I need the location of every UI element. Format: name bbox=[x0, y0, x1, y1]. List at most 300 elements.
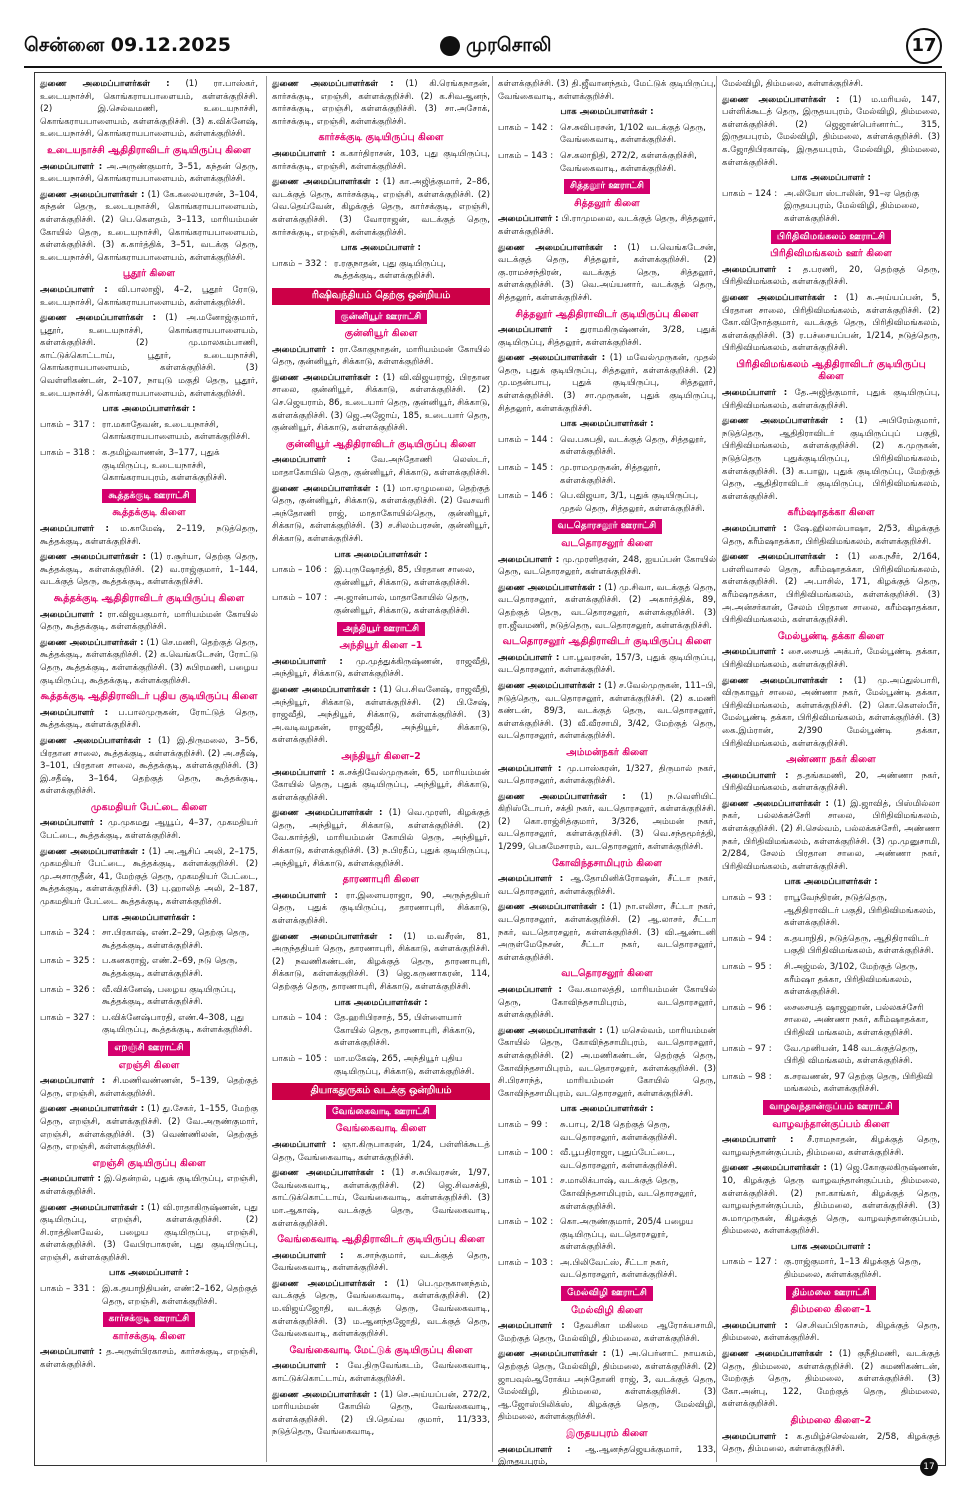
booth-number: பாகம் – 142 : bbox=[498, 122, 554, 133]
member-entry bbox=[272, 767, 490, 805]
member-entry bbox=[272, 890, 490, 928]
booth-agent: இ.புருஷோத்தி, 85, பிரதான சாலை, குன்னியூர், சிக்காடு, கள்ளக்குறிச்சி. bbox=[334, 565, 475, 588]
booth-entry bbox=[40, 984, 258, 1009]
booth-agent: க.தமிழ்வாணன், 3–177, புதுக் குடியிருப்பு, உடையநாச்சி, கொங்கராயபுரம், கள்ளக்குறிச்சி. bbox=[102, 448, 227, 484]
booth-entry bbox=[722, 1071, 940, 1096]
member-entry bbox=[272, 656, 490, 681]
booth-number: பாகம் – 145 : bbox=[498, 463, 554, 474]
booth-agent: ப.கனகராஜ், எண்.2–69, நடு தெரு, கூத்தக்குடி, கள்ளக்குறிச்சி. bbox=[102, 956, 238, 979]
booth-agent: சி.அஜ்மல், 3/102, மேற்குத் தெரு, கரீம்ஷா தக்கா, பிரிதிவிமங்கலம், கள்ளக்குறிச்சி. bbox=[784, 962, 918, 998]
role-label: துணை அமைப்பாளர்கள் : bbox=[722, 292, 838, 303]
role-label: துணை அமைப்பாளர்கள் : bbox=[498, 902, 605, 913]
member-details: இ.தென்றல், புதுக் குடியிருப்பு, எறஞ்சி, கள்ளக்குறிச்சி. bbox=[40, 1174, 258, 1197]
member-entry bbox=[272, 78, 490, 128]
member-details: தே.அஜித்குமார், புதுக் குடியிருப்பு, பிரிதிவிமங்கலம், கள்ளக்குறிச்சி. bbox=[722, 388, 940, 411]
member-details: சி.மணிவண்ணன், 5–139, தெற்குத் தெரு, எறஞ்சி, கள்ளக்குறிச்சி. bbox=[40, 1076, 258, 1099]
member-details: (1) பெ.சிவனேஷ், ராஜவீதி, அந்தியூர், சிக்காடு, கள்ளக்குறிச்சி. (2) பி.சேஷ், ராஜவீதி, அந்தியூர், சிக்காடு, கள்ளக்குறிச்சி. (3) அ.வடிவழகன், ராஜவீதி, அந்தியூர், சிக்காடு, கள்ளக்குறிச்சி. bbox=[272, 684, 490, 746]
role-label: துணை அமைப்பாளர்கள் : bbox=[272, 372, 379, 383]
role-label: துணை அமைப்பாளர்கள் : bbox=[722, 1163, 827, 1174]
role-label: துணை அமைப்பாளர்கள் : bbox=[40, 735, 152, 746]
member-details: மு.முகமது ஆயூப், 4–37, முகமதியர் பேட்டை, கூத்தக்குடி, கள்ளக்குறிச்சி. bbox=[40, 818, 258, 842]
column-2 bbox=[272, 78, 490, 1462]
member-entry bbox=[498, 352, 716, 415]
role-label: அமைப்பாளர் : bbox=[498, 214, 559, 225]
role-label: துணை அமைப்பாளர்கள் : bbox=[722, 798, 829, 809]
member-details: (1) ம.மரியல், 147, பள்ளிக்கூடத் தெரு, இருதயபுரம், மேல்விழி, திம்மலை, கள்ளக்குறிச்சி. (2) ஜெஜான்பெர்னார்ட், 315, இருதயபுரம், மேல்விழி, திம்மலை, கள்ளக்குறிச்சி. (3) க.ஜோதிபிரகாஷ், இருதயபுரம், மேல்விழி, திம்மலை, கள்ளக்குறிச்சி. bbox=[722, 94, 940, 168]
booth-agent: ர.ரகுநாதன், புது குடியிருப்பு, கூத்தக்குடி, கள்ளக்குறிச்சி. bbox=[334, 258, 446, 282]
booth-entry bbox=[272, 258, 490, 283]
role-label: துணை அமைப்பாளர்கள் : bbox=[498, 242, 617, 253]
member-entry bbox=[498, 873, 716, 898]
role-label: துணை அமைப்பாளர்கள் : bbox=[722, 1349, 833, 1360]
role-label: அமைப்பாளர் : bbox=[272, 148, 336, 159]
member-details: க.சாந்குமார், வடக்குத் தெரு, வேங்கைவாடி, கள்ளக்குறிச்சி. bbox=[272, 1250, 490, 1274]
booth-number: பாகம் – 127 : bbox=[722, 1257, 778, 1268]
booth-entry bbox=[498, 122, 716, 147]
member-details: செ.சிவப்பிரகாசம், கிழக்குத் தெரு, திம்மலை, கள்ளக்குறிச்சி. bbox=[722, 1320, 940, 1344]
member-details: வே.கமாலத்தி, மாரியம்மன் கோயில் தெரு, கோவிந்தசாமிபுரம், வடதொரசலூர், கள்ளக்குறிச்சி. bbox=[498, 985, 716, 1021]
role-label: அமைப்பாளர் : bbox=[272, 1139, 336, 1150]
booth-entry bbox=[40, 1012, 258, 1037]
branch-heading: சித்தலூர் கிளை bbox=[574, 197, 640, 209]
role-label: துணை அமைப்பாளர்கள் : bbox=[722, 552, 839, 563]
member-details: (1) இ.திருமலை, 3–56, பிரதான சாலை, கூத்தக்குடி, கள்ளக்குறிச்சி. (2) அ.சதீஷ், 3–101, பிரதான சாலை, கூத்தக்குடி, கள்ளக்குறிச்சி. (3) இ.சதீஷ், 3–164, தெற்குத் தெரு, கூத்தக்குடி, கள்ளக்குறிச்சி. bbox=[40, 735, 258, 797]
role-label: அமைப்பாளர் : bbox=[40, 1174, 101, 1185]
member-entry bbox=[272, 454, 490, 479]
booth-agent: வே.முனியன், 148 வடக்குத்தெரு, பிரிதி விமங்கலம், கள்ளக்குறிச்சி. bbox=[784, 1043, 918, 1067]
member-details: (1) ச.வேல்முருகன், 111–பி, நடுத்தெரு, வடதொரசலூர், கள்ளக்குறிச்சி. (2) க.மணி கண்டன், 89/3, வடக்குத் தெரு, வடதொரசலூர், கள்ளக்குறிச்சி. (3) வீ.வீரசாமி, 3/42, மேற்குத் தெரு, வடதொரசலூர், கள்ளக்குறிச்சி. bbox=[498, 680, 716, 742]
branch-heading: வேங்கைவாடி மேட்டுக் குடியிருப்பு கிளை bbox=[289, 1344, 473, 1356]
section-subheading: பாக அமைப்பாளர்கள் : bbox=[560, 419, 654, 430]
member-details: க.கார்திராசன், 103, புது குடியிருப்பு, கார்சக்குடி, எறஞ்சி, கள்ளக்குறிச்சி. bbox=[272, 148, 490, 172]
booth-number: பாகம் – 332 : bbox=[272, 258, 328, 269]
branch-heading: சித்தலூர் ஆதிதிராவிடர் குடியிருப்பு கிளை bbox=[515, 308, 699, 320]
member-details: (1) கா.அஜித்குமார், 2–86, வடக்குத் தெரு, கார்சக்குடி, எறஞ்சி, கள்ளக்குறிச்சி. (2) வெ.தெய்வேன், கிழக்குத் தெரு, கார்சக்குடி, எறஞ்சி, கள்ளக்குறிச்சி. (3) வோராஜன், வடக்குத் தெரு, கார்சக்குடி, எறஞ்சி, கள்ளக்குறிச்சி. bbox=[272, 177, 490, 238]
member-entry bbox=[272, 483, 490, 546]
section-subheading: பாக அமைப்பாளர்கள் : bbox=[560, 1104, 654, 1115]
member-entry bbox=[722, 1162, 940, 1238]
section-subheading: பாக அமைப்பாளர்கள் : bbox=[102, 404, 196, 415]
member-details: (1) அ.மனோஜ்குமார், பூதூர், உடையநாச்சி, கொங்கராயபாளையம், கள்ளக்குறிச்சி. (2) மு.மாலகம்பாணி, காட்டுக்கொட்டாய், பூதூர், உடையநாச்சி, கொங்கராயபாளையம், கள்ளக்குறிச்சி. (3) வெள்ளிகண்டன், 2–107, நாயுடு மகுதி தெரு, பூதூர், உடையநாச்சி, கொங்கராயபாளையம், கள்ளக்குறிச்சி. bbox=[40, 313, 258, 399]
member-details: ம.காமேஷ், 2–119, நடுத்தெரு, கூத்தக்குடி, கள்ளக்குறிச்சி. bbox=[40, 524, 258, 547]
role-label: துணை அமைப்பாளர்கள் : bbox=[40, 1202, 145, 1213]
booth-agent: மா.மகேஷ், 265, அந்தியூர் புதிய குடியிருப்பு, சிக்காடு, கள்ளக்குறிச்சி. bbox=[334, 1053, 475, 1077]
booth-entry bbox=[40, 955, 258, 980]
member-entry bbox=[40, 284, 258, 309]
role-label: அமைப்பாளர் : bbox=[498, 985, 562, 995]
section-subheading: பாக அமைப்பாளர்கள் : bbox=[560, 107, 654, 118]
member-entry bbox=[498, 901, 716, 964]
booth-entry bbox=[40, 419, 258, 444]
booth-number: பாகம் – 99 : bbox=[498, 1119, 548, 1130]
booth-agent: ரா.மகாதேவன், உடையநாச்சி, கொங்கராயபாளையம், கள்ளக்குறிச்சி. bbox=[102, 419, 251, 443]
branch-heading: வேங்கைவாடி ஆதிதிராவிடர் குடியிருப்பு கிளை bbox=[277, 1234, 485, 1246]
member-entry bbox=[272, 1278, 490, 1341]
booth-entry bbox=[722, 1043, 940, 1068]
member-details: (1) மசெல்வம், மாரியம்மன் கோயில் தெரு, கோவிந்தசாமிபுரம், வடதொரசலூர், கள்ளக்குறிச்சி. (2) அ.மணிகண்டன், தெற்குத் தெரு, கோவிந்தசாமிபுரம், வடதொரசலூர், கள்ளக்குறிச்சி. (3) சி.பிரசாந்த், மாரியம்மன் கோயில் தெரு, கோவிந்தசாமிபுரம், வடதொரசலூர், கள்ளக்குறிச்சி. bbox=[498, 1025, 716, 1099]
member-entry bbox=[722, 264, 940, 289]
role-label: அமைப்பாளர் : bbox=[722, 647, 785, 658]
role-label: அமைப்பாளர் : bbox=[40, 818, 103, 829]
member-entry bbox=[498, 554, 716, 579]
booth-number: பாகம் – 327 : bbox=[40, 1012, 96, 1023]
member-entry bbox=[40, 78, 258, 141]
booth-agent: சா.பிரகாஷ், எண்.2–29, தெற்கு தெரு, கூத்தக்குடி, கள்ளக்குறிச்சி. bbox=[102, 928, 250, 951]
role-label: துணை அமைப்பாளர்கள் : bbox=[498, 791, 626, 802]
member-details: ரா.விஜயகுமார், மாரியம்மன் கோயில் தெரு, கூத்தக்குடி, கள்ளக்குறிச்சி. bbox=[40, 609, 258, 633]
panchayat-banner: கூத்தக்குடி ஊராட்சி bbox=[102, 489, 195, 504]
member-entry bbox=[40, 1103, 258, 1153]
branch-heading: பூதூர் கிளை bbox=[122, 268, 176, 280]
member-entry bbox=[272, 344, 490, 369]
section-subheading: பாக அமைப்பாளர்கள் : bbox=[102, 912, 196, 923]
member-entry bbox=[272, 1250, 490, 1275]
role-label: துணை அமைப்பாளர்கள் : bbox=[272, 79, 394, 89]
newspaper-name: முரசொலி bbox=[466, 34, 552, 56]
member-details: ஷே.ஹிலால்பாஷா, 2/53, கிழக்குத் தெரு, கரீம்ஷாதக்கா, பிரிதிவிமங்கலம், கள்ளக்குறிச்சி. bbox=[722, 524, 940, 547]
role-label: அமைப்பாளர் : bbox=[272, 1250, 344, 1261]
panchayat-banner: சித்தலூர் ஊராட்சி bbox=[564, 179, 650, 194]
booth-agent: அ.பிலிவேட்ஸ், சீட்டா நகர், வடதொரசலூர், கள்ளக்குறிச்சி. bbox=[560, 1257, 678, 1281]
role-label: அமைப்பாளர் : bbox=[272, 890, 338, 901]
role-label: அமைப்பாளர் : bbox=[272, 344, 335, 355]
member-details: (1) செ.அய்யப்பன், 272/2, மாரியம்மன் கோயில் தெரு, வேங்கைவாடி, கள்ளக்குறிச்சி. (2) பி.தெய்வ குமார், 11/333, நடுத்தெரு, வேங்கைவாடி, bbox=[272, 1389, 490, 1438]
booth-agent: செ.கலாநிதி, 272/2, கள்ளக்குறிச்சி, வேங்கைவாடி, கள்ளக்குறிச்சி. bbox=[560, 150, 697, 174]
booth-entry bbox=[272, 592, 490, 617]
member-entry bbox=[40, 1202, 258, 1265]
member-details: (1) சு.அய்யப்பன், 5, பிரதான சாலை, பிரிதிவிமங்கலம், கள்ளக்குறிச்சி. (2) கோ.விநோத்குமார், வடக்குத் தெரு, பிரிதிவிமங்கலம், கள்ளக்குறிச்சி. (3) ர.பச்சையப்பன், 1/214, நடுத்தெரு, பிரிதிவிமங்கலம், கள்ளக்குறிச்சி. bbox=[722, 292, 940, 354]
member-entry bbox=[498, 1444, 716, 1469]
member-details: (1) அ.பெர்னாட் நாயகம், தெற்குத் தெரு, மேல்விழி, திம்மலை, கள்ளக்குறிச்சி. (2) ஜாபவுல்ஆரோக்ய அந்தோனி ராஜ், 3, வடக்குத் தெரு, மேல்விழி, திம்மலை, கள்ளக்குறிச்சி. (3) ஆ.ஜோஸ்பிலிக்ஸ், கிழக்குத் தெரு, மேல்விழி, திம்மலை, கள்ளக்குறிச்சி. bbox=[498, 1349, 716, 1423]
column-divider bbox=[492, 76, 493, 1462]
panchayat-banner: வேங்கைவாடி ஊராட்சி bbox=[326, 1105, 436, 1120]
booth-number: பாகம் – 146 : bbox=[498, 491, 554, 502]
booth-number: பாகம் – 124 : bbox=[722, 188, 778, 199]
role-label: துணை அமைப்பாளர்கள் : bbox=[40, 637, 144, 648]
role-label: அமைப்பாளர் : bbox=[498, 1444, 571, 1455]
masthead-logo-icon bbox=[440, 36, 460, 56]
member-details: (1) கை.நசீர், 2/164, பள்ளிவாசல் தெரு, கரீம்ஷாதக்கா, பிரிதிவிமங்கலம், கள்ளக்குறிச்சி. (2) அ.பாசில், 171, கிழக்குத் தெரு, கரீம்ஷாதக்கா, பிரிதிவிமங்கலம், கள்ளக்குறிச்சி. (3) அ.அன்சர்கான், சேலம் பிரதான சாலை, கரீம்ஷாதக்கா, பிரிதிவிமங்கலம், கள்ளக்குறிச்சி. bbox=[722, 552, 940, 626]
booth-number: பாகம் – 106 : bbox=[272, 565, 328, 576]
branch-heading: கூத்தக்குடி ஆதிதிராவிடர் புதிய குடியிருப்பு கிளை bbox=[40, 691, 258, 703]
booth-entry bbox=[40, 1283, 258, 1308]
role-label: துணை அமைப்பாளர்கள் : bbox=[272, 808, 383, 819]
member-entry bbox=[722, 1320, 940, 1345]
member-entry bbox=[498, 763, 716, 788]
member-entry bbox=[498, 582, 716, 632]
role-label: அமைப்பாளர் : bbox=[722, 264, 792, 275]
member-details: (1) ப.வெங்கடேசன், வடக்குத் தெரு, சித்தலூர், கள்ளக்குறிச்சி. (2) கு.ராமச்சந்திரன், வடக்குத் தெரு, சித்தலூர், கள்ளக்குறிச்சி. (3) வெ.அய்யனார், வடக்குத் தெரு, சித்தலூர், கள்ளக்குறிச்சி. bbox=[498, 242, 716, 303]
column-4 bbox=[722, 78, 940, 1462]
member-details: க.தமிழ்ச்செல்வன், 2/58, கிழக்குத் தெரு, திம்மலை, கள்ளக்குறிச்சி. bbox=[722, 1431, 940, 1455]
member-entry bbox=[498, 791, 716, 854]
member-entry bbox=[272, 684, 490, 747]
union-heading: ரிஷிவந்தியம் தெற்கு ஒன்றியம் bbox=[272, 288, 490, 305]
section-subheading: பாக அமைப்பாளர் : bbox=[791, 1241, 871, 1252]
booth-number: பாகம் – 104 : bbox=[272, 1013, 328, 1024]
section-subheading: பாக அமைப்பாளர் : bbox=[791, 173, 871, 184]
member-entry bbox=[498, 1320, 716, 1345]
member-details: (1) ச.சுபிவரசன், 1/97, வேங்கைவாடி, கள்ளக்குறிச்சி. (2) ஜெ.சிவசக்தி, காட்டுக்கொட்டாய், வேங்கைவாடி, கள்ளக்குறிச்சி. (3) மா.ஆகாஷ், வடக்குத் தெரு, வேங்கைவாடி, கள்ளக்குறிச்சி. bbox=[272, 1168, 490, 1229]
member-details: (1) குநீதிமணி, வடக்குத் தெரு, திம்மலை, கள்ளக்குறிச்சி. (2) சுமணிகண்டன், மேற்குத் தெரு, திம்மலை, கள்ளக்குறிச்சி. (3) கோ.அன்பு, 122, மேற்குத் தெரு, திம்மலை, கள்ளக்குறிச்சி. bbox=[722, 1349, 940, 1410]
member-entry bbox=[40, 846, 258, 909]
booth-entry bbox=[272, 564, 490, 589]
footer-page-number: 17 bbox=[920, 1458, 938, 1476]
member-entry bbox=[722, 770, 940, 795]
booth-number: பாகம் – 325 : bbox=[40, 956, 96, 967]
member-entry bbox=[498, 1348, 716, 1424]
member-entry bbox=[40, 1173, 258, 1198]
branch-heading: குன்னியூர் கிளை bbox=[344, 328, 418, 340]
booth-number: பாகம் – 102 : bbox=[498, 1217, 554, 1228]
booth-agent: வெ.பசுபதி, வடக்குத் தெரு, சித்தலூர், கள்ளக்குறிச்சி. bbox=[560, 434, 707, 458]
branch-heading: அண்ணா நகர் கிளை bbox=[786, 754, 876, 766]
branch-heading: உடையநாச்சி ஆதிதிராவிடர் குடியிருப்பு கிளை bbox=[47, 144, 251, 156]
column-3 bbox=[498, 78, 716, 1468]
member-entry bbox=[722, 675, 940, 751]
page-header bbox=[0, 0, 972, 82]
booth-agent: க.தயாநிதி, நடுத்தெரு, ஆதிதிராவிடர் பகுதி பிரிதிவிமங்கலம், கள்ளக்குறிச்சி. bbox=[784, 933, 934, 957]
booth-entry bbox=[498, 1175, 716, 1213]
member-entry bbox=[498, 984, 716, 1022]
branch-heading: முகமதியர் பேட்டை கிளை bbox=[90, 801, 208, 813]
branch-heading: கார்சக்குடி குடியிருப்பு கிளை bbox=[318, 132, 444, 144]
member-entry bbox=[498, 324, 716, 349]
branch-heading: கோவிந்தசாமிபுரம் கிளை bbox=[552, 857, 662, 869]
role-label: அமைப்பாளர் : bbox=[722, 770, 789, 781]
member-entry bbox=[722, 523, 940, 548]
booth-entry bbox=[498, 490, 716, 515]
branch-heading: கூத்தக்குடி கிளை bbox=[112, 507, 186, 519]
panchayat-banner: வடதொரசலூர் ஊராட்சி bbox=[552, 519, 663, 534]
member-details: ப.பாலமுருகன், ரோட்டுத் தெரு, கூத்தக்குடி, கள்ளக்குறிச்சி. bbox=[40, 707, 258, 731]
member-details: வி.பாலாஜி, 4–2, பூதூர் ரோடு, உடையநாச்சி, கொங்கராயபாளையம், கள்ளக்குறிச்சி. bbox=[40, 284, 258, 308]
branch-heading: அம்மன்நகர் கிளை bbox=[566, 746, 648, 758]
booth-number: பாகம் – 93 : bbox=[722, 893, 772, 904]
member-entry bbox=[498, 680, 716, 743]
booth-number: பாகம் – 324 : bbox=[40, 928, 96, 939]
member-entry bbox=[40, 312, 258, 400]
booth-entry bbox=[722, 961, 940, 999]
role-label: அமைப்பாளர் : bbox=[40, 1347, 103, 1358]
branch-heading: வாழவந்தான்குப்பம் கிளை bbox=[772, 1118, 890, 1130]
member-entry bbox=[722, 1134, 940, 1159]
booth-agent: செ.சுவிபரசன், 1/102 வடக்குத் தெரு, வேங்கைவாடி, கள்ளக்குறிச்சி. bbox=[560, 122, 706, 146]
section-subheading: பாக அமைப்பாளர் : bbox=[109, 1268, 189, 1279]
branch-heading: வேங்கைவாடி கிளை bbox=[335, 1123, 427, 1135]
member-details: (1) மு.அப்துல்பாரி, விருகாவூர் சாலை, அண்ணா நகர், மேல்பூண்டி தக்கா, பிரிதிவிமங்கலம், கள்ளக்குறிச்சி. (2) கொ.கௌஸ்பீர், மேல்பூண்டி தக்கா, பிரிதிவிமங்கலம், கள்ளக்குறிச்சி. (3) கை.இம்ரான், 2/390 மேல்பூண்டி தக்கா, பிரிதிவிமங்கலம், கள்ளக்குறிச்சி. bbox=[722, 675, 940, 749]
branch-heading: இருதயபுரம் கிளை bbox=[566, 1428, 648, 1439]
member-details: த.பரணி, 20, தெற்குத் தெரு, பிரிதிவிமங்கலம், கள்ளக்குறிச்சி. bbox=[722, 264, 940, 288]
member-details: (1) து.சேகர், 1–155, மேற்கு தெரு, எறஞ்சி, கள்ளக்குறிச்சி. (2) வே.அருண்குமார், எறஞ்சி, கள்ளக்குறிச்சி. (3) வெண்ணிலன், தெற்குத் தெரு, எறஞ்சி, கள்ளக்குறிச்சி. bbox=[40, 1104, 258, 1153]
booth-number: பாகம் – 317 : bbox=[40, 419, 96, 430]
booth-entry bbox=[722, 892, 940, 930]
role-label: அமைப்பாளர் : bbox=[498, 1321, 565, 1332]
member-entry bbox=[40, 189, 258, 265]
branch-heading: கரீம்ஷாதக்கா கிளை bbox=[787, 507, 875, 519]
column-1 bbox=[40, 78, 258, 1462]
member-details: த.அருள்பிரகாசம், கார்சக்குடி, எறஞ்சி, கள்ளக்குறிச்சி. bbox=[40, 1347, 258, 1371]
role-label: துணை அமைப்பாளர்கள் : bbox=[272, 1168, 385, 1179]
member-details: (1) வி.ராதாகிருஷ்ணன், புது குடியிருப்பு, எறஞ்சி, கள்ளக்குறிச்சி. (2) சி.ராத்தினவேல், பழைய குடியிருப்பு, எறஞ்சி, கள்ளக்குறிச்சி. (3) வேபிரபாகரன், புது குடியிருப்பு, எறஞ்சி, கள்ளக்குறிச்சி. bbox=[40, 1202, 258, 1263]
booth-entry bbox=[498, 1147, 716, 1172]
member-details: கள்ளக்குறிச்சி. (3) தி.ஜீவானந்தம், மேட்டுக் குடியிருப்பு, வேங்கைவாடி, கள்ளக்குறிச்சி. bbox=[498, 79, 716, 102]
member-details: (1) இ.ஜாவித், பிஸ்மில்லா நகர், பல்லக்கச்சேரி சாலை, பிரிதிவிமங்கலம், கள்ளக்குறிச்சி. (2) சி.செல்வம், பல்லக்கச்சேரி, அண்ணா நகர், பிரிதிவிமங்கலம், கள்ளக்குறிச்சி. (3) மு.முனுசாமி, 2/284, சேலம் பிரதான சாலை, அண்ணா நகர், பிரிதிவிமங்கலம், கள்ளக்குறிச்சி. bbox=[722, 798, 940, 872]
member-entry bbox=[498, 213, 716, 238]
column-divider bbox=[716, 76, 717, 1462]
member-details: த.தங்கமணி, 20, அண்ணா நகர், பிரிதிவிமங்கலம், கள்ளக்குறிச்சி. bbox=[722, 770, 940, 794]
member-entry bbox=[40, 637, 258, 687]
role-label: அமைப்பாளர் : bbox=[40, 609, 103, 620]
role-label: அமைப்பாளர் : bbox=[722, 388, 788, 399]
role-label: துணை அமைப்பாளர்கள் : bbox=[40, 846, 146, 857]
edition-date: சென்னை 09.12.2025 bbox=[24, 34, 231, 56]
member-entry bbox=[722, 1431, 940, 1456]
member-entry bbox=[40, 1075, 258, 1100]
member-details: (1) ரா.பாஸ்கர், உடையநாச்சி, கொங்கராயபாளையம், கள்ளக்குறிச்சி. (2) இ.செல்வமணி, உடையநாச்சி, கொங்கராயபாளையம், கள்ளக்குறிச்சி. (3) க.விக்னேஷ், உடையநாச்சி, கொங்கராயபாளையம், கள்ளக்குறிச்சி. bbox=[40, 79, 258, 140]
member-entry bbox=[272, 148, 490, 173]
member-entry bbox=[722, 798, 940, 874]
booth-number: பாகம் – 97 : bbox=[722, 1043, 772, 1054]
role-label: அமைப்பாளர் : bbox=[272, 1361, 339, 1372]
role-label: அமைப்பாளர் : bbox=[40, 707, 109, 718]
booth-agent: வீ.பூபதிராஜா, புதுப்பேட்டை, வடதொரசலூர், கள்ளக்குறிச்சி. bbox=[560, 1148, 678, 1171]
role-label: அமைப்பாளர் : bbox=[498, 874, 564, 885]
member-details: (1) மவேல்முருகன், முதல் தெரு, புதுக் குடியிருப்பு, சித்தலூர், கள்ளக்குறிச்சி. (2) மு.மதன்பாபு, புதுக் குடியிருப்பு, சித்தலூர், கள்ளக்குறிச்சி. (3) சா.முருகன், புதுக் குடியிருப்பு, சித்தலூர், கள்ளக்குறிச்சி. bbox=[498, 353, 716, 414]
booth-agent: சைசையத் ஷாஜஹான், பல்லகச்சேரி சாலை, அண்ணா நகர், கரீம்ஷாதக்கா, பிரிதிவி மங்கலம், கள்ளக்குறிச்சி. bbox=[784, 1002, 929, 1038]
booth-number: பாகம் – 103 : bbox=[498, 1257, 554, 1268]
member-entry bbox=[40, 1346, 258, 1371]
member-details: ஆ.தோமினிக்ரோஷன், சீட்டா நகர், வடதொரசலூர், கள்ளக்குறிச்சி. bbox=[498, 874, 716, 897]
panchayat-banner: வாழவந்தான்குப்பம் ஊராட்சி bbox=[763, 1100, 898, 1115]
role-label: துணை அமைப்பாளர்கள் : bbox=[40, 79, 170, 89]
member-entry bbox=[498, 1025, 716, 1101]
booth-entry bbox=[40, 927, 258, 952]
booth-number: பாகம் – 105 : bbox=[272, 1053, 328, 1064]
member-details: (1) கே.கலையரசன், 3–104, கந்தன் தெரு, உடையநாச்சி, கொங்கராயபாளையம், கள்ளக்குறிச்சி. (2) பெ.கௌதம், 3–113, மாரியம்மன் கோயில் தெரு, உடையநாச்சி, கொங்கராயபாளையம், கள்ளக்குறிச்சி. (3) க.கார்த்திக், 3–51, வடக்கு தெரு, உடையநாச்சி, கொங்கராயபாளையம், கள்ளக்குறிச்சி. bbox=[40, 189, 258, 263]
member-entry bbox=[722, 415, 940, 503]
branch-heading: வடதொரசலூர் ஆதிதிராவிடர் குடியிருப்பு கிளை bbox=[502, 636, 712, 648]
member-entry bbox=[40, 817, 258, 842]
member-details: ரா.கோகுநாதன், மாரியம்மன் கோயில் தெரு, குன்னியூர், சிக்காடு, கள்ளக்குறிச்சி. bbox=[272, 344, 490, 368]
booth-agent: இ.க.தயாநிதியன், எண்:2–162, தெற்குத் தெரு, எறஞ்சி, கள்ளக்குறிச்சி. bbox=[102, 1284, 258, 1307]
member-details: (1) அ.ஆசிப் அலி, 2–175, முகமதியர் பேட்டை, கூத்தக்குடி, கள்ளக்குறிச்சி. (2) மு.அசாருதீன், 41, மேற்குத் தெரு, முகமதியர் பேட்டை, கூத்தக்குடி, கள்ளக்குறிச்சி. (3) பு.ஹாலித் அலி, 2–187, முகமதியர் பேட்டை கூத்தக்குடி, கள்ளக்குறிச்சி. bbox=[40, 846, 258, 908]
member-details: (1) பெ.முருகானந்தம், வடக்குத் தெரு, வேங்கைவாடி, கள்ளக்குறிச்சி. (2) ம.விஜய்ஜோதி, வடக்குத் தெரு, வேங்கைவாடி, கள்ளக்குறிச்சி. (3) ம.ஆனந்தஜோதி, வடக்குத் தெரு, வேங்கைவாடி, கள்ளக்குறிச்சி. bbox=[272, 1278, 490, 1340]
member-entry bbox=[40, 609, 258, 634]
member-entry bbox=[272, 1139, 490, 1164]
member-details: (1) நா.எலிசா, சீட்டா நகர், வடதொரசலூர், கள்ளக்குறிச்சி. (2) ஆ.லாசர், சீட்டா நகர், வடதொரசலூர், கள்ளக்குறிச்சி. (3) வி.ஆண்டனி அருள்மேநேசன், சீட்டா நகர், வடதொரசலூர், கள்ளக்குறிச்சி. bbox=[498, 902, 716, 963]
branch-heading: அந்தியூர் கிளை –1 bbox=[339, 640, 423, 652]
section-subheading: பாக அமைப்பாளர் : bbox=[341, 243, 421, 254]
member-details: மு.பாஸ்கரன், 1/327, திருமால் நகர், வடதொரசலூர், கள்ளக்குறிச்சி. bbox=[498, 763, 716, 787]
booth-number: பாகம் – 94 : bbox=[722, 933, 772, 944]
member-entry bbox=[272, 1389, 490, 1439]
branch-heading: கார்சக்குடி கிளை bbox=[112, 1330, 186, 1342]
member-entry bbox=[722, 94, 940, 170]
member-entry bbox=[272, 1360, 490, 1385]
branch-heading: எறஞ்சி கிளை bbox=[118, 1059, 180, 1071]
member-entry bbox=[40, 707, 258, 732]
booth-agent: கு.ராஜ்குமார், 1–13 கிழக்குத் தெரு, திம்மலை, கள்ளக்குறிச்சி. bbox=[784, 1257, 922, 1281]
role-label: துணை அமைப்பாளர்கள் : bbox=[272, 1278, 388, 1289]
panchayat-banner: எறஞ்சி ஊராட்சி bbox=[108, 1041, 189, 1056]
member-entry bbox=[722, 646, 940, 671]
panchayat-banner: கார்சக்குடி ஊராட்சி bbox=[103, 1312, 196, 1327]
member-details: வே.திருவேங்கடம், வேங்கைவாடி, காட்டுக்கொட்டாய், கள்ளக்குறிச்சி. bbox=[272, 1361, 490, 1385]
member-details: க.சக்திவேல்முருகன், 65, மாரியம்மன் கோயில் தெரு, புதுக் குடியிருப்பு, அந்தியூர், சிக்காடு, கள்ளக்குறிச்சி. bbox=[272, 767, 490, 803]
branch-heading: வடதொரசலூர் கிளை bbox=[561, 968, 653, 980]
booth-agent: ச.மாலிக்பாஷ், வடக்குத் தெரு, கோவிந்தசாமிபுரம், வடதொரசலூர், கள்ளக்குறிச்சி. bbox=[560, 1176, 697, 1212]
branch-heading: எறஞ்சி குடியிருப்பு கிளை bbox=[92, 1157, 206, 1169]
booth-entry bbox=[498, 1257, 716, 1282]
booth-number: பாகம் – 100 : bbox=[498, 1148, 554, 1159]
member-details: ரா.இளையராஜா, 90, அருந்ததியர் தெரு, புதுக் குடியிருப்பு, தாரணாபுரி, சிக்காடு, கள்ளக்குறிச்சி. bbox=[272, 890, 490, 927]
role-label: துணை அமைப்பாளர்கள் : bbox=[40, 1104, 145, 1115]
role-label: அமைப்பாளர் : bbox=[722, 1431, 789, 1442]
section-subheading: பாக அமைப்பாளர்கள் : bbox=[334, 997, 428, 1008]
member-details: ஞா.கிருபாகரன், 1/24, பள்ளிக்கூடத் தெரு, வேங்கைவாடி, கள்ளக்குறிச்சி. bbox=[272, 1139, 490, 1163]
booth-number: பாகம் – 95 : bbox=[722, 962, 772, 972]
panchayat-banner: குன்னியூர் ஊராட்சி bbox=[335, 310, 428, 325]
member-details: (1) செ.மணி, தெற்குத் தெரு, கூத்தக்குடி, கள்ளக்குறிச்சி. (2) க.வெங்கடேசன், ரோட்டு தெரு, கூத்தக்குடி, கள்ளக்குறிச்சி. (3) சுபிரமணி, பழைய குடியிருப்பு, கூத்தக்குடி, கள்ளக்குறிச்சி. bbox=[40, 637, 258, 686]
member-entry bbox=[40, 161, 258, 186]
panchayat-banner: திம்மலை ஊராட்சி bbox=[786, 1286, 875, 1301]
member-entry bbox=[272, 807, 490, 870]
role-label: துணை அமைப்பாளர்கள் : bbox=[40, 189, 145, 200]
booth-entry bbox=[722, 933, 940, 958]
booth-entry bbox=[272, 1012, 490, 1050]
member-details: (1) மா.ஏழுமலை, தெற்குத் தெரு, குன்னியூர், சிக்காடு, கள்ளக்குறிச்சி. (2) வேசவரி அந்தோணி ராஜ், மாதாகோயில்தெரு, குன்னியூர், சிக்காடு, கள்ளக்குறிச்சி. (3) ச.சிலம்பரசன், குன்னியூர், சிக்காடு, கள்ளக்குறிச்சி. bbox=[272, 483, 490, 544]
role-label: துணை அமைப்பாளர்கள் : bbox=[498, 353, 606, 364]
header-divider bbox=[24, 66, 942, 68]
column-divider bbox=[266, 76, 267, 1462]
booth-number: பாகம் – 96 : bbox=[722, 1002, 772, 1013]
member-details: (1) வெ.முரளி, கிழக்குத் தெரு, அந்தியூர், சிக்காடு, கள்ளக்குறிச்சி. (2) வே.கார்த்தி, மாரியம்மன் கோயில் தெரு, அந்தியூர், சிக்காடு, கள்ளக்குறிச்சி. (3) ந.பிரதீப், புதுக் குடியிருப்பு, அந்தியூர், சிக்காடு, கள்ளக்குறிச்சி. bbox=[272, 808, 490, 869]
booth-entry bbox=[40, 447, 258, 485]
member-entry bbox=[272, 176, 490, 239]
role-label: துணை அமைப்பாளர்கள் : bbox=[272, 483, 379, 494]
role-label: அமைப்பாளர் : bbox=[498, 325, 569, 336]
member-details: (1) ம.வசீரன், 81, அருந்ததியர் தெரு, தாரணாபுரி, சிக்காடு, கள்ளக்குறிச்சி. (2) நவணிகண்டன், கிழக்குத் தெரு, தாரணாபுரி, சிக்காடு, கள்ளக்குறிச்சி. (3) ஜெ.கருணாகரன், 114, தெற்குத் தெரு, தாரணாபுரி, சிக்காடு, கள்ளக்குறிச்சி. bbox=[272, 931, 490, 992]
booth-entry bbox=[498, 434, 716, 459]
booth-number: பாகம் – 326 : bbox=[40, 984, 96, 995]
branch-heading: குன்னியூர் ஆதிதிராவிடர் குடியிருப்பு கிளை bbox=[286, 438, 476, 450]
member-details: (1) கி.ரெங்கநாதன், கார்சக்குடி, எறஞ்சி, கள்ளக்குறிச்சி. (2) க.சிவஆனந், கார்சக்குடி, எறஞ்சி, கள்ளக்குறிச்சி. (3) சா.அசோக், கார்சக்குடி, எறஞ்சி, கள்ளக்குறிச்சி. bbox=[272, 79, 490, 127]
role-label: அமைப்பாளர் : bbox=[498, 554, 560, 565]
booth-entry bbox=[722, 1256, 940, 1281]
booth-entry bbox=[722, 188, 940, 226]
branch-heading: பிரிதிவிமங்கலம் ஆதிதிராவிடர் குடியிருப்பு கிளை bbox=[736, 358, 926, 383]
member-details: சை.சையத் அக்பர், மேல்பூண்டி தக்கா, பிரிதிவிமங்கலம், கள்ளக்குறிச்சி. bbox=[722, 647, 940, 670]
page-number-badge: 17 bbox=[906, 28, 942, 64]
member-entry bbox=[40, 735, 258, 798]
panchayat-banner: பிரிதிவிமங்கலம் ஊராட்சி bbox=[771, 230, 891, 245]
member-details: பி.ராமுமலை, வடக்குத் தெரு, சித்தலூர், கள்ளக்குறிச்சி. bbox=[498, 214, 716, 237]
member-details: மு.முரளிதரன், 248, ஐயப்பன் கோயில் தெரு, வடதொரசலூர், கள்ளக்குறிச்சி. bbox=[498, 554, 716, 578]
role-label: துணை அமைப்பாளர்கள் : bbox=[722, 94, 840, 105]
booth-agent: அ.லியோ ஸ்டாலின், 91–ஏ தெற்கு இருதயபுரம், மேல்விழி, திம்மலை, கள்ளக்குறிச்சி. bbox=[784, 188, 920, 224]
branch-heading: திம்மலை கிளை–1 bbox=[790, 1304, 872, 1316]
booth-entry bbox=[498, 462, 716, 487]
role-label: துணை அமைப்பாளர்கள் : bbox=[272, 684, 377, 695]
panchayat-banner: மேல்விழி ஊராட்சி bbox=[561, 1286, 653, 1301]
booth-agent: ராபூவேந்திரன், நடுத்தெரு, ஆதிதிராவிடர் பகுதி, பிரிதிவிமங்கலம், கள்ளக்குறிச்சி. bbox=[784, 893, 936, 929]
member-entry bbox=[40, 551, 258, 589]
member-details: ஆ.ஆனந்தஜெயக்குமார், 133, இருதயபுரம், bbox=[498, 1444, 716, 1468]
member-entry bbox=[498, 652, 716, 677]
booth-number: பாகம் – 101 : bbox=[498, 1176, 554, 1187]
role-label: அமைப்பாளர் : bbox=[722, 1320, 788, 1331]
